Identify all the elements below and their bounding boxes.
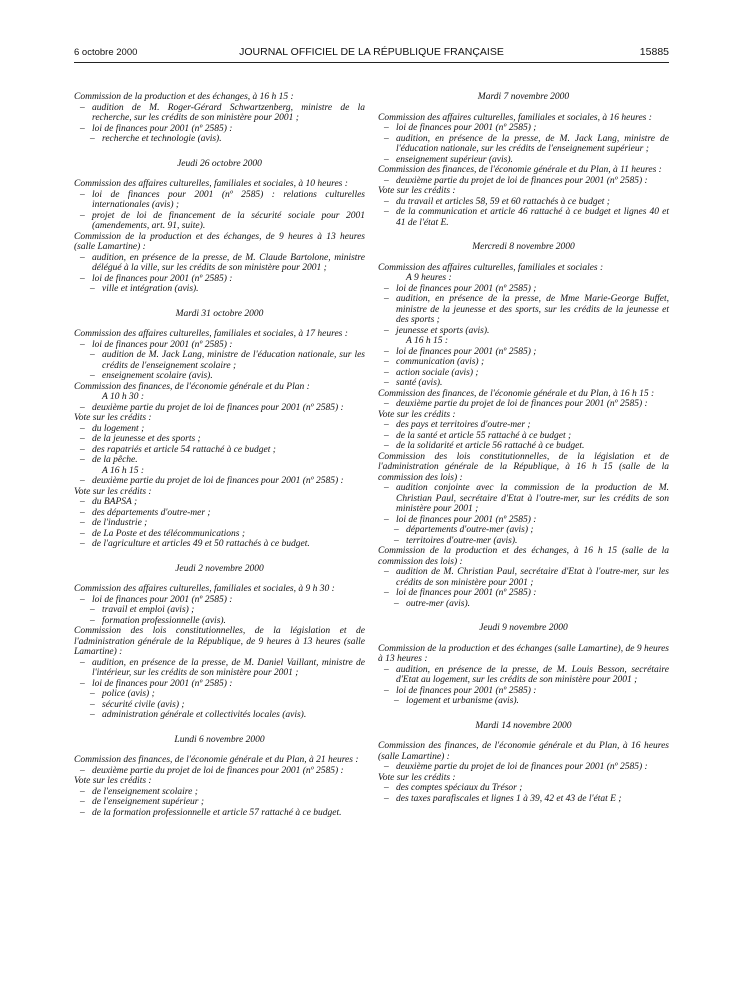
agenda-item: – loi de finances pour 2001 (nº 2585) : [74, 274, 365, 285]
agenda-item: – de l'industrie ; [74, 518, 365, 529]
date-heading: Mardi 14 novembre 2000 [475, 720, 572, 731]
date-heading: Jeudi 2 novembre 2000 [175, 563, 264, 574]
agenda-item: – deuxième partie du projet de loi de finances pour 2001 (nº 2585) : [378, 176, 669, 187]
agenda-item: – du logement ; [74, 424, 365, 435]
agenda-item: – des rapatriés et article 54 rattaché à ce budget ; [74, 445, 365, 456]
agenda-item: – de la santé et article 55 rattaché à ce budget ; [378, 431, 669, 442]
agenda-item: – audition, en présence de la presse, de Mme Marie-George Buffet, ministre de la jeunesse et des sports, sur les crédits de la jeunesse et des sports ; [378, 294, 669, 326]
journal-title: JOURNAL OFFICIEL DE LA RÉPUBLIQUE FRANÇAISE [239, 46, 504, 58]
agenda-item: – loi de finances pour 2001 (nº 2585) : [378, 686, 669, 697]
agenda-item: – communication (avis) ; [378, 357, 669, 368]
agenda-item: – de La Poste et des télécommunications ; [74, 529, 365, 540]
date-heading: Mardi 7 novembre 2000 [477, 92, 570, 102]
agenda-entry: Commission des finances, de l'économie générale et du Plan, à 16 h 15 : [378, 388, 655, 399]
agenda-subitem: – administration générale et collectivités locales (avis). [74, 710, 365, 721]
agenda-item: – loi de finances pour 2001 (nº 2585) : [74, 340, 365, 351]
agenda-item: – de l'agriculture et articles 49 et 50 rattachés à ce budget. [74, 539, 365, 550]
agenda-item: – santé (avis). [378, 378, 669, 389]
agenda-item: – audition conjointe avec la commission de la production de M. Christian Paul, secrétaire d'Etat à l'outre-mer, sur les crédits de son ministère pour 2001 ; [378, 483, 669, 515]
agenda-item: – enseignement supérieur (avis). [378, 155, 669, 166]
agenda-entry: Vote sur les crédits : [378, 409, 456, 420]
agenda-item: – loi de finances pour 2001 (nº 2585) : relations culturelles internationales (avis) ; [74, 190, 365, 211]
agenda-item: – deuxième partie du projet de loi de finances pour 2001 (nº 2585) : [74, 476, 365, 487]
agenda-subitem: – ville et intégration (avis). [74, 284, 365, 295]
agenda-item: – loi de finances pour 2001 (nº 2585) ; [378, 284, 669, 295]
agenda-subitem: – territoires d'outre-mer (avis). [378, 536, 669, 547]
agenda-subitem: – logement et urbanisme (avis). [378, 696, 669, 707]
agenda-subitem: – sécurité civile (avis) ; [74, 700, 365, 711]
date-heading: Mercredi 8 novembre 2000 [472, 242, 575, 252]
agenda-item: – des départements d'outre-mer ; [74, 508, 365, 519]
agenda-entry: Commission des affaires culturelles, familiales et sociales, à 9 h 30 : [74, 584, 335, 594]
agenda-item: – loi de finances pour 2001 (nº 2585) : [74, 679, 365, 690]
agenda-item: – de la pêche. [74, 455, 365, 466]
agenda-subitem: – formation professionnelle (avis). [74, 616, 365, 627]
agenda-entry: Vote sur les crédits : [74, 486, 152, 497]
agenda-item: – de l'enseignement supérieur ; [74, 797, 365, 808]
agenda-item: – audition de M. Christian Paul, secrétaire d'Etat à l'outre-mer, sur les crédits de son ministère pour 2001 ; [378, 567, 669, 588]
agenda-entry: Commission des affaires culturelles, familiales et sociales, à 17 heures : [74, 329, 348, 339]
agenda-item: – loi de finances pour 2001 (nº 2585) : [378, 588, 669, 599]
agenda-entry: Commission des affaires culturelles, familiales et sociales, à 16 heures : [378, 112, 652, 123]
date-heading: Jeudi 9 novembre 2000 [479, 623, 568, 633]
agenda-entry: Vote sur les crédits : [74, 776, 152, 786]
agenda-subitem: – départements d'outre-mer (avis) ; [378, 525, 669, 536]
date-heading: Lundi 6 novembre 2000 [174, 734, 265, 745]
right-column [378, 92, 669, 804]
agenda-item: – audition, en présence de la presse, de M. Daniel Vaillant, ministre de l'intérieur, sur les crédits de son ministère pour 2001 ; [74, 658, 365, 679]
agenda-item: – loi de finances pour 2001 (nº 2585) : [74, 124, 365, 135]
agenda-item: – projet de loi de financement de la sécurité sociale pour 2001 (amendements, art. 91, suite). [74, 211, 365, 232]
agenda-item: – des taxes parafiscales et lignes 1 à 39, 42 et 43 de l'état E ; [378, 794, 669, 805]
agenda-item: – des pays et territoires d'outre-mer ; [378, 420, 669, 431]
time-label: A 9 heures : [406, 273, 452, 283]
agenda-item: – loi de finances pour 2001 (nº 2585) : [74, 595, 365, 606]
agenda-item: – du BAPSA ; [74, 497, 365, 508]
agenda-entry: Commission des finances, de l'économie générale et du Plan, à 21 heures : [74, 755, 359, 765]
agenda-item: – jeunesse et sports (avis). [378, 326, 669, 337]
agenda-item: – de l'enseignement scolaire ; [74, 787, 365, 798]
agenda-entry: Commission des affaires culturelles, familiales et sociales : [378, 262, 604, 273]
time-label: A 16 h 15 : [102, 465, 145, 476]
agenda-item: – loi de finances pour 2001 (nº 2585) ; [378, 347, 669, 358]
agenda-item: – audition, en présence de la presse, de M. Jack Lang, ministre de l'éducation nationale, sur les crédits de l'enseignement supérieur ; [378, 134, 669, 155]
agenda-entry: Vote sur les crédits : [378, 186, 456, 196]
agenda-item: – audition, en présence de la presse, de M. Louis Besson, secrétaire d'Etat au logement, sur les crédits de son ministère pour 2001 ; [378, 665, 669, 686]
agenda-entry: Commission des finances, de l'économie générale et du Plan, à 16 heures (salle Lamartine) : [378, 741, 669, 762]
agenda-entry: Commission de la production et des échanges, à 16 h 15 (salle de la commission des lois) : [378, 546, 669, 567]
header-rule [74, 62, 669, 63]
left-column [74, 92, 365, 818]
agenda-item: – action sociale (avis) ; [378, 368, 669, 379]
page-number: 15885 [639, 46, 669, 58]
time-label: A 10 h 30 : [102, 392, 145, 402]
agenda-item: – du travail et articles 58, 59 et 60 rattachés à ce budget ; [378, 197, 669, 208]
agenda-subitem: – audition de M. Jack Lang, ministre de l'éducation nationale, sur les crédits de l'enseignement scolaire ; [74, 350, 365, 371]
agenda-item: – audition, en présence de la presse, de M. Claude Bartolone, ministre délégué à la ville, sur les crédits de son ministère pour 2001 ; [74, 253, 365, 274]
agenda-entry: Commission des lois constitutionnelles, de la législation et de l'administration générale de la République, de 9 heures à 13 heures (salle Lamartine) : [74, 626, 365, 657]
agenda-item: – audition de M. Roger-Gérard Schwartzenberg, ministre de la recherche, sur les crédits de son ministère pour 2001 ; [74, 103, 365, 124]
agenda-entry: Commission de la production et des échanges (salle Lamartine), de 9 heures à 13 heures : [378, 643, 669, 664]
agenda-item: – loi de finances pour 2001 (nº 2585) ; [378, 123, 669, 134]
agenda-subitem: – recherche et technologie (avis). [74, 134, 365, 145]
agenda-entry: Commission des finances, de l'économie générale et du Plan : [74, 381, 310, 392]
agenda-item: – de la formation professionnelle et article 57 rattaché à ce budget. [74, 808, 365, 819]
agenda-subitem: – travail et emploi (avis) ; [74, 605, 365, 616]
agenda-subitem: – police (avis) ; [74, 689, 365, 700]
date-heading: Mardi 31 octobre 2000 [175, 308, 264, 319]
agenda-entry: Commission des affaires culturelles, familiales et sociales, à 10 heures : [74, 179, 348, 189]
agenda-entry: Vote sur les crédits : [378, 772, 456, 783]
agenda-entry: Commission de la production et des échanges, de 9 heures à 13 heures (salle Lamartine) : [74, 231, 365, 252]
agenda-item: – de la communication et article 46 rattaché à ce budget et lignes 40 et 41 de l'état E. [378, 207, 669, 228]
agenda-item: – de la jeunesse et des sports ; [74, 434, 365, 445]
agenda-subitem: – enseignement scolaire (avis). [74, 371, 365, 382]
agenda-item: – deuxième partie du projet de loi de finances pour 2001 (nº 2585) : [74, 766, 365, 777]
agenda-item: – deuxième partie du projet de loi de finances pour 2001 (nº 2585) : [378, 399, 669, 410]
date-heading: Jeudi 26 octobre 2000 [177, 158, 262, 169]
agenda-item: – deuxième partie du projet de loi de finances pour 2001 (nº 2585) : [378, 762, 669, 773]
agenda-subitem: – outre-mer (avis). [378, 599, 669, 610]
agenda-item: – loi de finances pour 2001 (nº 2585) : [378, 515, 669, 526]
agenda-item: – deuxième partie du projet de loi de finances pour 2001 (nº 2585) : [74, 403, 365, 414]
page-header [74, 44, 669, 60]
time-label: A 16 h 15 : [406, 336, 449, 346]
agenda-entry: Commission des finances, de l'économie générale et du Plan, à 11 heures : [378, 165, 662, 175]
header-date: 6 octobre 2000 [74, 47, 138, 58]
agenda-entry: Commission de la production et des échanges, à 16 h 15 : [74, 92, 294, 102]
agenda-item: – des comptes spéciaux du Trésor ; [378, 783, 669, 794]
agenda-entry: Commission des lois constitutionnelles, de la législation et de l'administration générale de la République, à 16 h 15 (salle de la commission des lois) : [378, 451, 669, 483]
agenda-entry: Vote sur les crédits : [74, 413, 152, 423]
agenda-item: – de la solidarité et article 56 rattaché à ce budget. [378, 441, 669, 452]
